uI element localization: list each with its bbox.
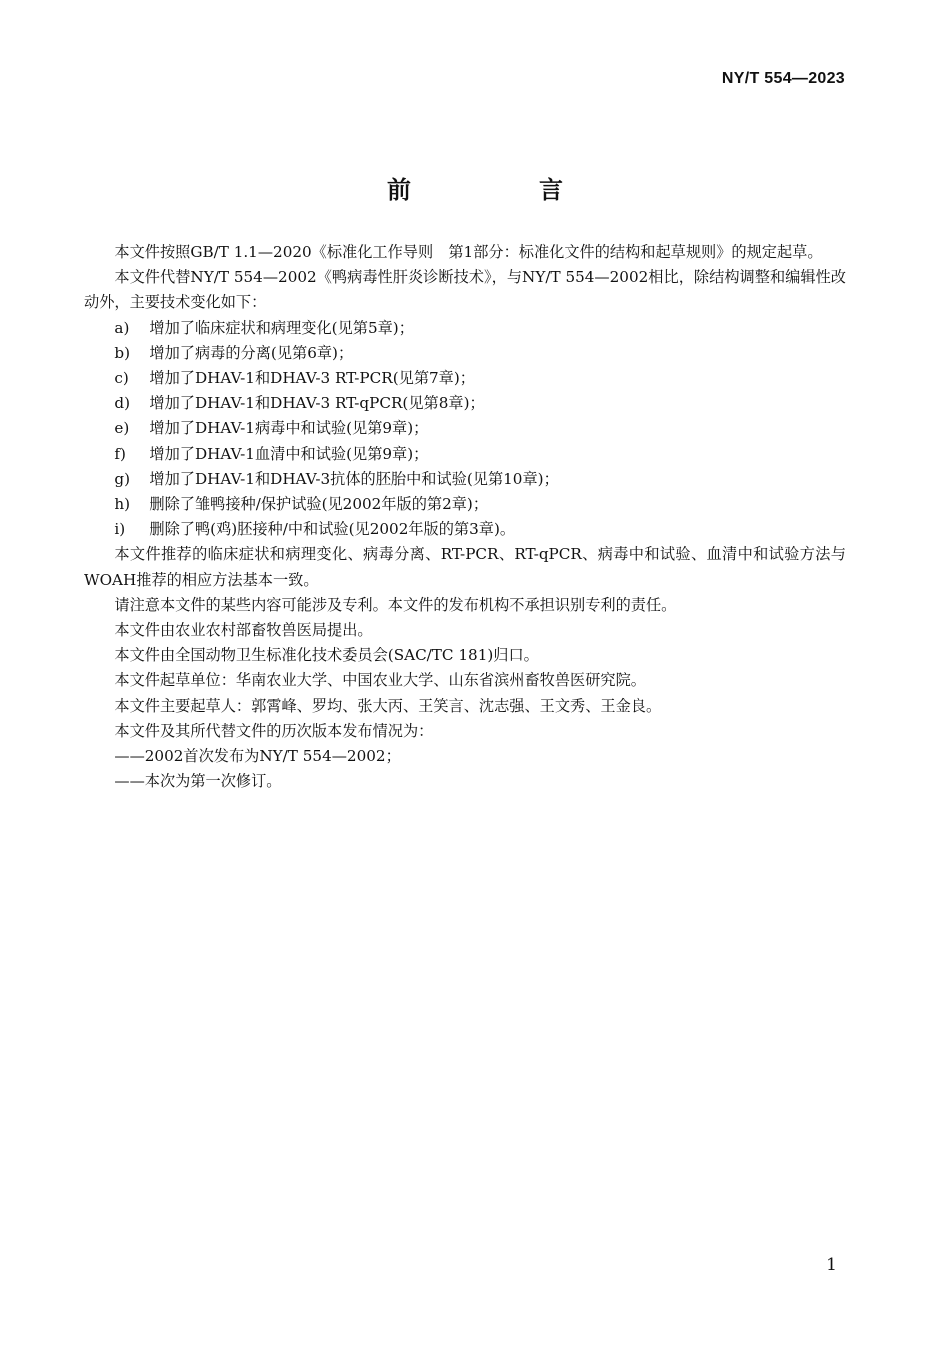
list-item <box>84 341 846 366</box>
paragraph-drafting-rules: 本文件按照GB/T 1.1—2020《标准化工作导则 第1部分：标准化文件的结构和起草规则》的规定起草。 <box>114 243 823 261</box>
list-marker: f) <box>114 444 126 463</box>
paragraph-committee: 本文件由全国动物卫生标准化技术委员会(SAC/TC 181)归口。 <box>114 646 539 665</box>
list-marker: g) <box>114 469 131 488</box>
paragraph-history-intro: 本文件及其所代替文件的历次版本发布情况为： <box>114 721 434 740</box>
list-item-text: 增加了临床症状和病理变化(见第5章)； <box>149 318 414 337</box>
list-item <box>84 416 846 441</box>
list-item-text: 增加了病毒的分离(见第6章)； <box>149 343 354 362</box>
list-marker: d) <box>114 394 131 413</box>
list-item-text: 增加了DHAV-1病毒中和试验(见第9章)； <box>149 419 429 438</box>
history-item: ——本次为第一次修订。 <box>114 772 282 791</box>
list-item-text: 删除了鸭(鸡)胚接种/中和试验(见2002年版的第3章)。 <box>149 520 516 539</box>
document-body <box>84 240 846 794</box>
list-marker: b) <box>114 343 131 362</box>
paragraph-drafters: 本文件主要起草人：郭霄峰、罗均、张大丙、王笑言、沈志强、王文秀、王金良。 <box>114 696 662 715</box>
list-item-text: 增加了DHAV-1和DHAV-3 RT-PCR(见第7章)； <box>149 369 475 388</box>
paragraph-woah-consistency: 本文件推荐的临床症状和病理变化、病毒分离、RT-PCR、RT-qPCR、病毒中和试验、血清中和试验方法与WOAH推荐的相应方法基本一致。 <box>84 545 846 589</box>
list-item <box>84 517 846 542</box>
list-marker: a) <box>114 318 130 337</box>
list-item <box>84 366 846 391</box>
list-item-text: 增加了DHAV-1和DHAV-3 RT-qPCR(见第8章)； <box>149 394 485 413</box>
list-item <box>84 316 846 341</box>
list-item <box>84 442 846 467</box>
list-marker: e) <box>114 419 130 438</box>
list-item-text: 增加了DHAV-1血清中和试验(见第9章)； <box>149 444 429 463</box>
changes-list <box>84 316 846 543</box>
list-marker: c) <box>114 369 129 388</box>
paragraph-patent-notice: 请注意本文件的某些内容可能涉及专利。本文件的发布机构不承担识别专利的责任。 <box>114 595 677 614</box>
history-item: ——2002首次发布为NY/T 554—2002； <box>114 747 401 766</box>
list-marker: h) <box>114 495 131 514</box>
page-title: 前 言 <box>387 176 615 204</box>
history-list <box>84 744 846 794</box>
list-item <box>84 391 846 416</box>
list-item <box>84 492 846 517</box>
standard-code: NY/T 554—2023 <box>721 70 845 87</box>
list-item <box>84 467 846 492</box>
paragraph-replacement: 本文件代替NY/T 554—2002《鸭病毒性肝炎诊断技术》，与NY/T 554—2002相比，除结构调整和编辑性改动外，主要技术变化如下： <box>84 268 846 312</box>
page-number: 1 <box>826 1255 837 1275</box>
paragraph-proposer: 本文件由农业农村部畜牧兽医局提出。 <box>114 621 373 640</box>
list-item-text: 删除了雏鸭接种/保护试验(见2002年版的第2章)； <box>149 495 489 514</box>
list-item-text: 增加了DHAV-1和DHAV-3抗体的胚胎中和试验(见第10章)； <box>149 469 559 488</box>
list-marker: i) <box>114 520 126 539</box>
paragraph-drafting-units: 本文件起草单位：华南农业大学、中国农业大学、山东省滨州畜牧兽医研究院。 <box>114 671 646 690</box>
